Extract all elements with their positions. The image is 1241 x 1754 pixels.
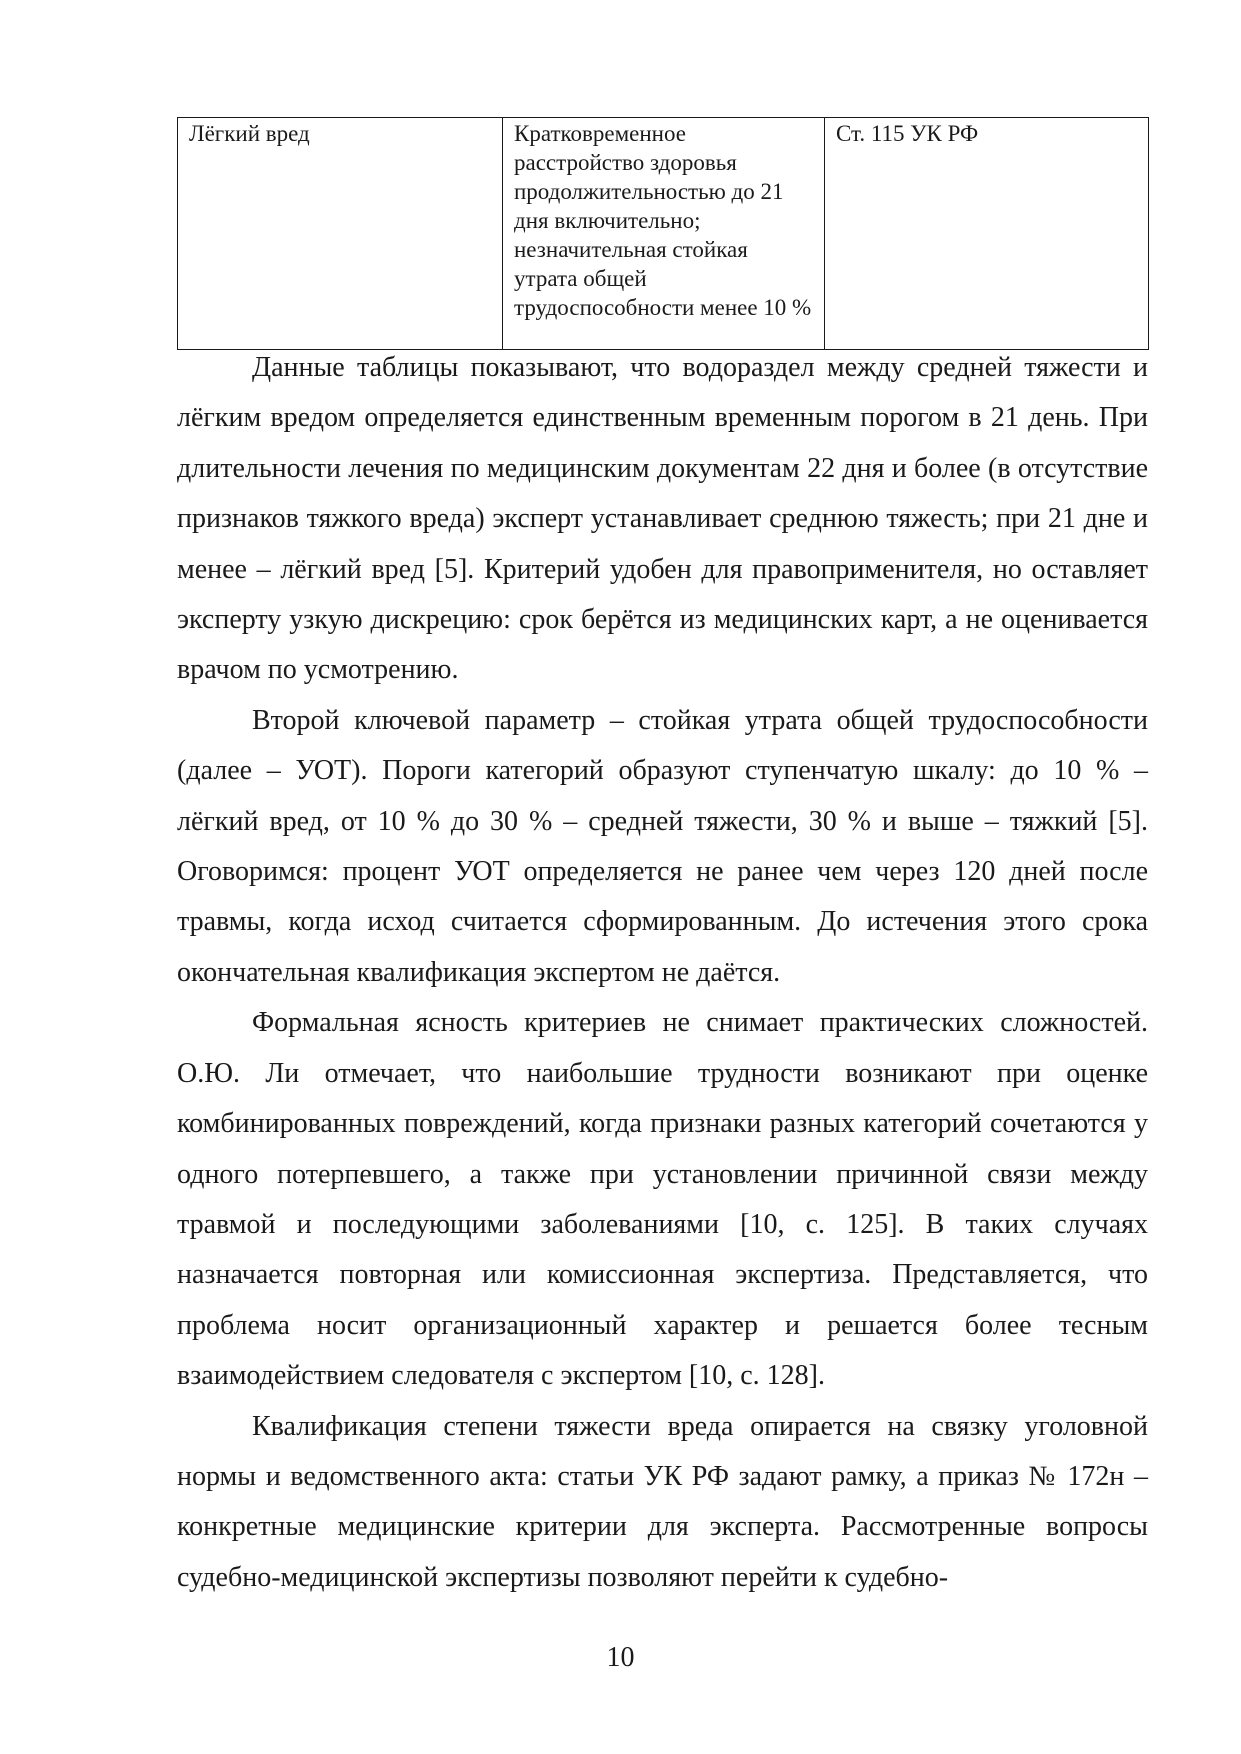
page-number: 10 bbox=[606, 1642, 635, 1673]
paragraph: Данные таблицы показывают, что водораздел между средней тяжести и лёгким вредом определяется единственным временным порогом в 21 день. При длительности лечения по медицинским документам 22 дня и более (в отсутствие признаков тяжкого вреда) эксперт устанавливает среднюю тяжесть; при 21 дне и менее – лёгкий вред [5]. Критерий удобен для правоприменителя, но оставляет эксперту узкую дискрецию: срок берётся из медицинских карт, а не оценивается врачом по усмотрению. bbox=[177, 352, 1148, 686]
paragraph: Второй ключевой параметр – стойкая утрата общей трудоспособности (далее – УОТ). Пороги категорий образуют ступенчатую шкалу: до 10 % – лёгкий вред, от 10 % до 30 % – средней тяжести, 30 % и выше – тяжкий [5]. Оговоримся: процент УОТ определяется не ранее чем через 120 дней после травмы, когда исход считается сформированным. До истечения этого срока окончательная квалификация экспертом не даётся. bbox=[177, 704, 1148, 988]
paragraph: Квалификация степени тяжести вреда опирается на связку уголовной нормы и ведомственного акта: статьи УК РФ задают рамку, а приказ № 172н – конкретные медицинские критерии для эксперта. Рассмотренные вопросы судебно-медицинской экспертизы позволяют перейти к судебно- bbox=[177, 1410, 1148, 1593]
cell-harm-level: Лёгкий вред bbox=[178, 118, 503, 350]
table-row bbox=[178, 118, 1149, 350]
paragraph: Формальная ясность критериев не снимает практических сложностей. О.Ю. Ли отмечает, что наибольшие трудности возникают при оценке комбинированных повреждений, когда признаки разных категорий сочетаются у одного потерпевшего, а также при установлении причинной связи между травмой и последующими заболеваниями [10, с. 125]. В таких случаях назначается повторная или комиссионная экспертиза. Представляется, что проблема носит организационный характер и решается более тесным взаимодействием следователя с экспертом [10, с. 128]. bbox=[177, 1007, 1148, 1392]
cell-criteria: Кратковременное расстройство здоровья продолжительностью до 21 дня включительно; незначительная стойкая утрата общей трудоспособности менее 10 % bbox=[503, 118, 825, 350]
body-text bbox=[177, 343, 1148, 1603]
cell-article: Ст. 115 УК РФ bbox=[825, 118, 1149, 350]
harm-severity-table bbox=[177, 117, 1149, 350]
